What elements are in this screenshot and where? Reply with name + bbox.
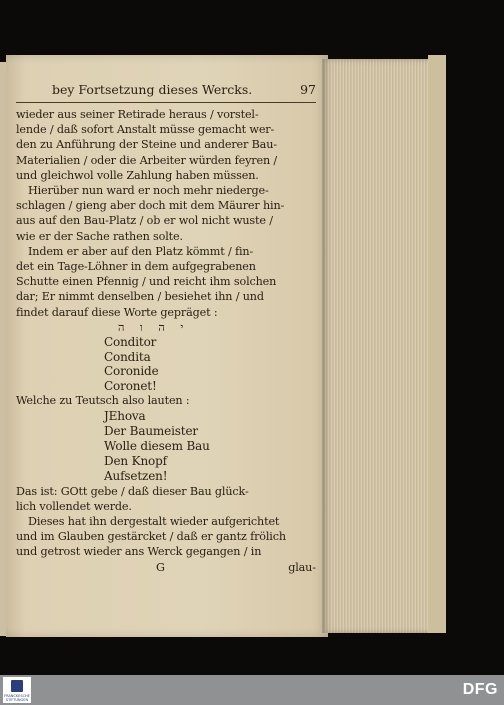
text-line: det ein Tage-Löhner in dem aufgegrabenen (16, 260, 256, 274)
page-header (16, 80, 316, 103)
german-intro: Welche zu Teutsch also lauten : (16, 394, 190, 408)
text-line: lende / daß sofort Anstalt müsse gemacht wer- (16, 123, 275, 137)
text-line: findet darauf diese Worte gepräget : (16, 305, 218, 319)
text-line: Materialien / oder die Arbeiter würden feyren / (16, 153, 278, 167)
institution-icon (11, 680, 23, 692)
text-line: Das ist: GOtt gebe / daß dieser Bau glück- (16, 484, 249, 498)
text-line: schlagen / gieng aber doch mit dem Mäurer hin- (16, 199, 285, 213)
footer-line (16, 560, 316, 575)
logo-text: FRANCKESCHE STIFTUNGEN (4, 694, 30, 702)
text-line: wie er der Sache rathen solte. (16, 229, 183, 243)
viewer-footer-bar (0, 675, 504, 705)
text-line: dar; Er nimmt denselben / besiehet ihn / und (16, 290, 264, 304)
running-head: bey Fortsetzung dieses Wercks. (52, 82, 253, 97)
book-cover-edge (428, 55, 446, 633)
latin-word: Condita (104, 349, 151, 364)
page-text (16, 80, 316, 575)
text-line: den zu Anführung der Steine und anderer Bau- (16, 138, 277, 152)
catchword: glau- (288, 560, 316, 574)
text-line: Dieses hat ihn dergestalt wieder aufgerichtet (28, 515, 280, 529)
latin-word: Conditor (104, 335, 157, 350)
german-word: Der Baumeister (104, 423, 199, 438)
latin-word: Coronet! (104, 378, 157, 393)
text-line: aus auf den Bau-Platz / ob er wol nicht wuste / (16, 214, 273, 228)
german-word: Wolle diesem Bau (104, 438, 210, 453)
text-line: lich vollendet werde. (16, 499, 132, 513)
text-line: Hierüber nun ward er noch mehr niederge- (28, 184, 269, 198)
signature-mark: G (156, 560, 165, 574)
german-word: Den Knopf (104, 453, 167, 468)
german-word: Aufsetzen! (104, 468, 168, 483)
hebrew-tetragrammaton: י ה ו ה (118, 320, 190, 334)
text-line: und getrost wieder ans Werck gegangen / in (16, 545, 262, 559)
text-line: Schutte einen Pfennig / und reicht ihm solchen (16, 275, 277, 289)
german-word: JEhova (104, 408, 146, 423)
text-line: Indem er aber auf den Platz kömmt / fin- (28, 244, 254, 258)
text-line: wieder aus seiner Retirade heraus / vorstel- (16, 108, 259, 121)
latin-word: Coronide (104, 364, 159, 379)
franckesche-stiftungen-logo[interactable] (3, 677, 31, 703)
page-edges (322, 59, 430, 633)
dfg-logo[interactable]: DFG (462, 681, 498, 698)
page-number: 97 (300, 82, 316, 97)
text-line: und im Glauben gestärcket / daß er gantz frölich (16, 530, 286, 544)
text-line: und gleichwol volle Zahlung haben müssen. (16, 168, 259, 182)
